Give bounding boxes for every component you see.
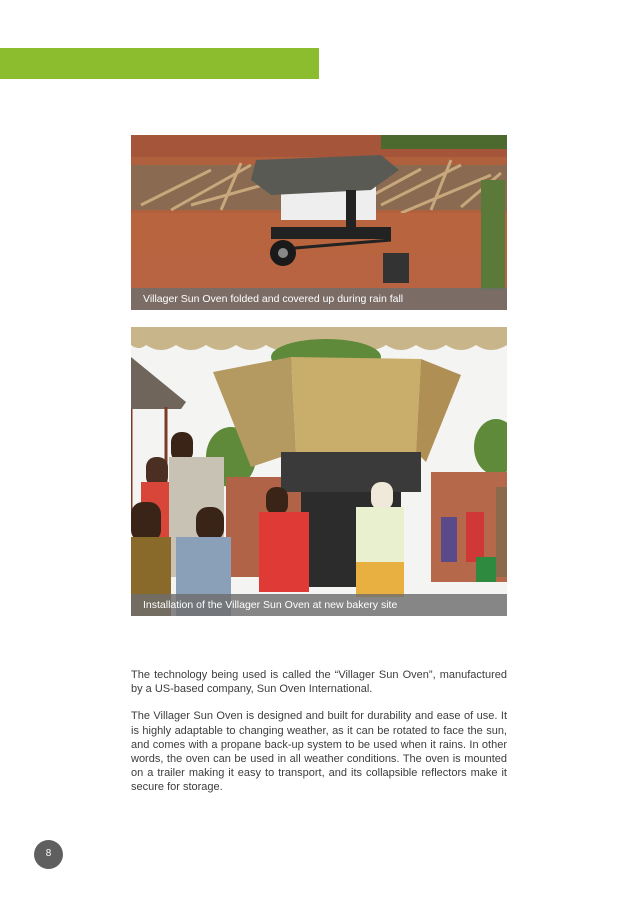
section-title: THE TECHNOLOGY (133, 4, 308, 25)
body-text (131, 668, 507, 808)
caption-bar (131, 288, 507, 310)
page-number: 8 (45, 848, 52, 859)
body-paragraph: The Villager Sun Oven is designed and built for durability and ease of use. It is highly adaptable to changing weather, as it can be rotated to face the sun, and comes with a propane back-up system to be used when it rains. In other words, the oven can be used in all weather conditions. The oven is mounted on a trailer making it easy to transport, and its collapsible reflectors make it secure for storage. (131, 710, 507, 794)
photo-installation (131, 327, 507, 616)
page-number-badge (34, 840, 63, 869)
photo-folded-oven-illustration (131, 135, 507, 310)
photo-installation-illustration (131, 327, 507, 616)
body-paragraph: The technology being used is called the “Villager Sun Oven”, manufactured by a US-based company, Sun Oven International. (131, 669, 507, 696)
section-header-band (0, 48, 319, 79)
caption-bar (131, 594, 507, 616)
photo-folded-oven (131, 135, 507, 310)
photo-caption: Villager Sun Oven folded and covered up during rain fall (143, 293, 404, 305)
photo-caption: Installation of the Villager Sun Oven at new bakery site (143, 599, 398, 611)
